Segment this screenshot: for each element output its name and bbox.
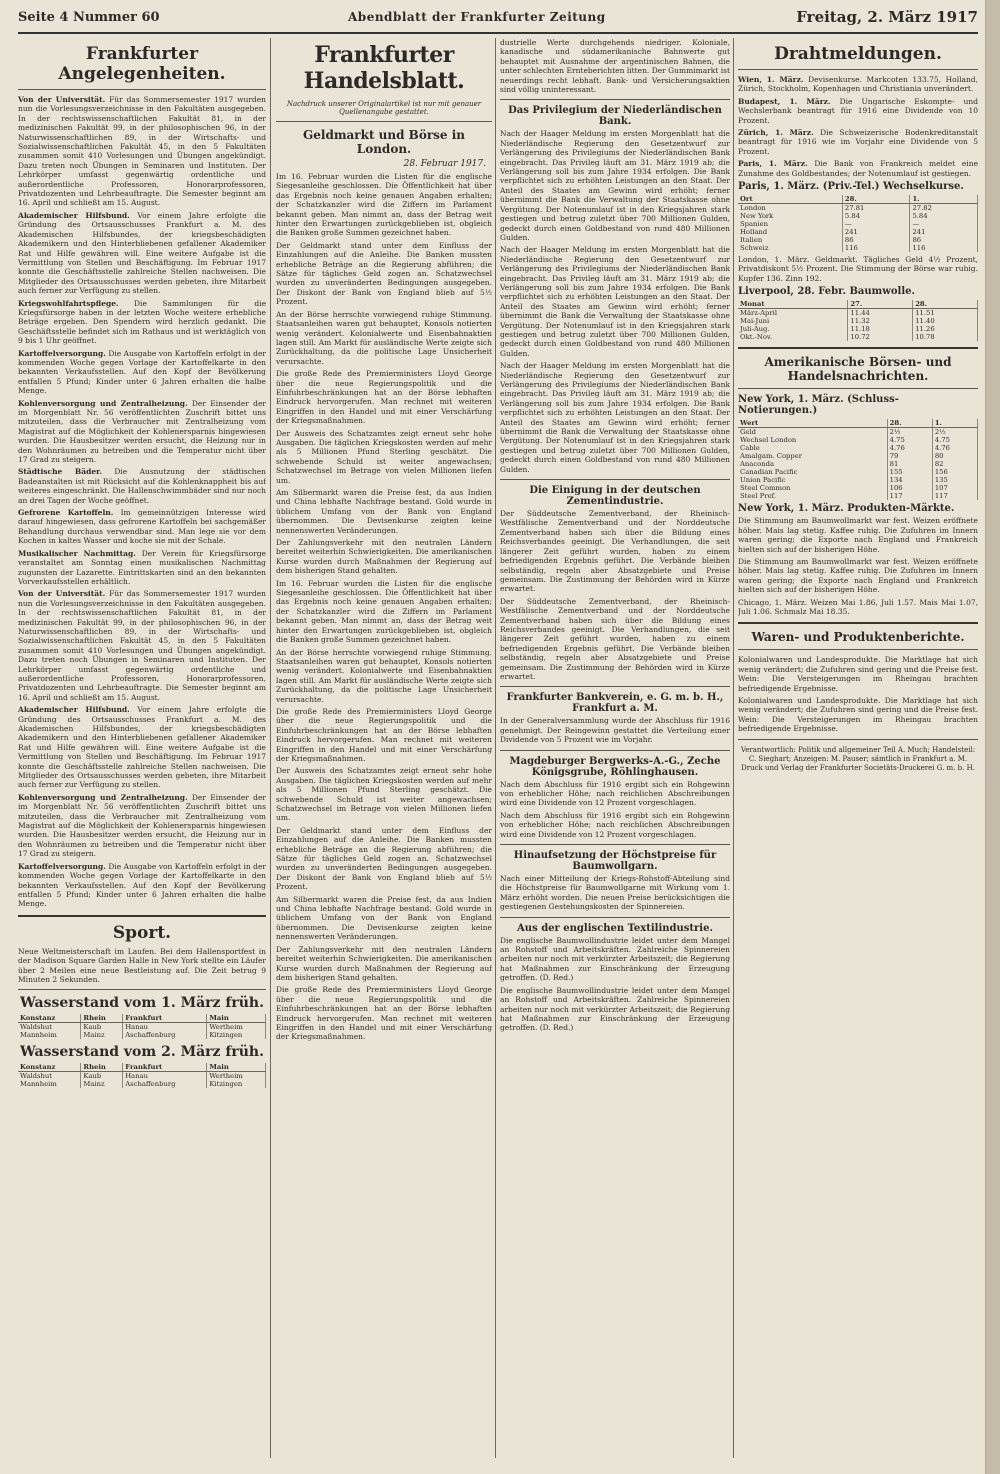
table-title: Paris, 1. März. (Priv.-Tel.) Wechselkurse. [738, 181, 964, 193]
news-item: Von der Universität. Für das Sommersemester 1917 wurden nun die Vorlesungsverzeichnisse in den Fakultäten ausgegeben. In der rechtswissenschaftlichen Fakultät 81, in der medizinischen Fakultät 99, in der philosophischen 96, in der Naturwissenschaftlichen 89, in der Wirtschafts- und Sozialwissenschaftlichen Fakultät 45, in den 5 Fakultäten zusammen somit 410 Vorlesungen und Übungen angekündigt. Dazu treten noch Übungen in Seminaren und Instituten. Der Lehrkörper umfasst gegenwärtig ordentliche und außerordentliche Professoren, Honorarprofessoren, Privatdozenten und Lehrbeauftragte. Die Semester beginnt am 16. April und schließt am 15. August. [18, 589, 266, 702]
article-paragraph: Der Zahlungsverkehr mit den neutralen Ländern bereitet weiterhin Schwierigkeiten. Die amerikanischen Kurse wurden durch Maßnahmen der Regierung auf dem bisherigen Stand gehalten. [276, 944, 492, 982]
divider [500, 686, 730, 687]
article-paragraph: Die große Rede des Premierministers Lloyd George über die neue Regierungspolitik und die Einfuhrbeschränkungen hat an der Börse lebhaften Eindruck hervorgerufen. Man rechnet mit weiteren Eingriffen in den Handel und mit einer Verschärfung der Kriegsmaßnahmen. [276, 985, 492, 1042]
news-item: Kohlenversorgung und Zentralheizung. Der Einsender der im Morgenblatt Nr. 56 veröffentlichten Zuschrift bittet uns mitzuteilen, dass die Verbraucher mit Zentralheizung vom Magistrat auf die Möglichkeit der Kohlenersparnis hingewiesen wurden. Die Hausbesitzer werden ersucht, die Heizung nur in den Wohnräumen zu betreiben und die Temperatur nicht über 17 Grad zu steigern. [18, 398, 266, 465]
reprint-note: Nachdruck unserer Originalartikel ist nur mit genauer Quellenangabe gestattet. [286, 100, 482, 116]
london-report: London, 1. März. Geldmarkt. Tägliches Geld 4½ Prozent, Privatdiskont 5½ Prozent. Die Stimmung der Börse war ruhig. Kupfer 136. Zinn 192. [738, 255, 978, 283]
divider [18, 89, 266, 90]
divider [738, 739, 978, 740]
wire-item: Zürich, 1. März. Die Schweizerische Bodenkreditanstalt beantragt für 1916 wie im Vorjahr eine Dividende von 5 Prozent. [738, 128, 978, 156]
section-heading: Frankfurter Handelsblatt. [303, 42, 465, 94]
page-label: Seite 4 Nummer 60 [18, 10, 160, 25]
section-heading: Frankfurter Angelegenheiten. [58, 44, 226, 84]
paper-name: Abendblatt der Frankfurter Zeitung [348, 10, 606, 24]
article-paragraph: Der Ausweis des Schatzamtes zeigt erneut sehr hohe Ausgaben. Die täglichen Kriegskosten werden auf mehr als 5 Millionen Pfund Sterling geschätzt. Die schwebende Schuld ist weiter angewachsen; Schatzwechsel im Betrage von vielen Millionen liefen um. [276, 766, 492, 823]
article-paragraph: Nach der Haager Meldung im ersten Morgenblatt hat die Niederländische Regierung den Gesetzentwurf zur Verlängerung des Privilegiums der Niederländischen Bank eingebracht. Das Privileg läuft am 31. März 1919 ab; die Verlängerung soll bis zum Jahre 1934 erfolgen. Die Bank verpflichtet sich zu erhöhten Leistungen an den Staat. Der Anteil des Staates am Gewinn wird erhöht; ferner übernimmt die Bank die Verwaltung der Staatskasse ohne Vergütung. Der Notenumlauf ist in den Kriegsjahren stark gestiegen und betrug zuletzt über 700 Millionen Gulden, gedeckt durch einen Goldbestand von rund 480 Millionen Gulden. [500, 245, 730, 358]
article-paragraph: Im 16. Februar wurden die Listen für die englische Siegesanleihe geschlossen. Die Öffentlichkeit hat über das Ergebnis noch keine genauen Angaben erhalten; der Schatzkanzler wird die Ziffern im Parlament bekannt geben. Man nimmt an, dass der Betrag weit hinter den Erwartungen zurückgeblieben ist, obgleich die Banken große Summen gezeichnet haben. [276, 578, 492, 645]
sport-heading: Sport. [112, 922, 172, 943]
article-paragraph: Nach der Haager Meldung im ersten Morgenblatt hat die Niederländische Regierung den Gesetzentwurf zur Verlängerung des Privilegiums der Niederländischen Bank eingebracht. Das Privileg läuft am 31. März 1919 ab; die Verlängerung soll bis zum Jahre 1934 erfolgen. Die Bank verpflichtet sich zu erhöhten Leistungen an den Staat. Der Anteil des Staates am Gewinn wird erhöht; ferner übernimmt die Bank die Verwaltung der Staatskasse ohne Vergütung. Der Notenumlauf ist in den Kriegsjahren stark gestiegen und betrug zuletzt über 700 Millionen Gulden, gedeckt durch einen Goldbestand von rund 480 Millionen Gulden. [500, 129, 730, 242]
article-continuation: dustrielle Werte durchgehends niedriger. Koloniale, kanadische und südamerikanische Bahnwerte gut behauptet mit Ausnahme der argentinischen Bahnen, die unter schlechten Ernteberichten litten. Der Gummimarkt ist neuerdings recht lebhaft. Bank- und Versicherungsaktien sind völlig uninteressant. [500, 38, 730, 95]
article-paragraph: Der Süddeutsche Zementverband, der Rheinisch-Westfälische Zementverband und der Norddeutsche Zementverband haben sich über die Bildung eines Reichsverbandes geeinigt. Die Verhandlungen, die seit längerer Zeit geführt wurden, haben zu einem befriedigenden Ergebnis geführt. Die Verbände bleiben selbständig, regeln aber Absatzgebiete und Preise gemeinsam. Die Zustimmung der Behörden wird in Kürze erwartet. [500, 509, 730, 594]
article-paragraph: Die englische Baumwollindustrie leidet unter dem Mangel an Rohstoff und Arbeitskräften. Zahlreiche Spinnereien arbeiten nur noch mit verkürzter Arbeitszeit; die Regierung hat Maßnahmen zur Einschränkung der Erzeugung getroffen. (D. Red.) [500, 985, 730, 1033]
article-heading: Magdeburger Bergwerks-A.-G., Zeche Königsgrube, Röhlinghausen. [509, 755, 721, 778]
market-report: Die Stimmung am Baumwollmarkt war fest. Weizen eröffnete höher. Mais lag stetig. Kaffee ruhig. Die Zufuhren im Innern waren gering; die Exporte nach England und Frankreich hielten sich auf der bisherigen Höhe. [738, 516, 978, 554]
divider [500, 99, 730, 100]
local-news-list [18, 95, 266, 909]
page-edge [985, 0, 1000, 1474]
table-title: Liverpool, 28. Febr. Baumwolle. [738, 286, 915, 298]
article-heading: Das Privilegium der Niederländischen Bank. [508, 105, 722, 128]
goods-report: Kolonialwaren und Landesprodukte. Die Marktlage hat sich wenig verändert; die Zufuhren sind gering und die Preise fest. Wein: Die Versteigerungen im Rheingau brachten befriedigende Ergebnisse. [738, 695, 978, 734]
column-economy [500, 38, 730, 1458]
divider [500, 750, 730, 751]
article-paragraph: Nach einer Mitteilung der Kriegs-Rohstoff-Abteilung sind die Höchstpreise für Baumwollgarne mit Wirkung vom 1. März erhöht worden. Die neuen Preise berücksichtigen die gestiegenen Gestehungskosten der Spinnereien. [500, 874, 730, 912]
water-level-table: Konstanz Rhein Frankfurt Main Waldshut Kaub Hanau Wertheim Mannheim Mainz Aschaffenburg Kitzingen [18, 1014, 266, 1039]
article-heading: Aus der englischen Textilindustrie. [517, 922, 713, 934]
wire-item: Budapest, 1. März. Die Ungarische Eskompte- und Wechslerbank beantragt für 1916 eine Dividende von 10 Prozent. [738, 96, 978, 125]
cotton-table: Monat 27. 28. März-April 11.44 11.51 Mai-Juni 11.32 11.40 Juli-Aug. 11.18 11.26 Okt.-Nov. 10.72 10.78 [738, 300, 978, 341]
divider [738, 388, 978, 389]
divider [738, 69, 978, 70]
divider [500, 844, 730, 845]
article-paragraph: Im 16. Februar wurden die Listen für die englische Siegesanleihe geschlossen. Die Öffentlichkeit hat über das Ergebnis noch keine genauen Angaben erhalten; der Schatzkanzler wird die Ziffern im Parlament bekannt geben. Man nimmt an, dass der Betrag weit hinter den Erwartungen zurückgeblieben ist, obgleich die Banken große Summen gezeichnet haben. [276, 172, 492, 238]
article-paragraph: Am Silbermarkt waren die Preise fest, da aus Indien und China lebhafte Nachfrage bestand. Gold wurde in üblichem Umfang von der Bank von England übernommen. Die Devisenkurse zeigten keine nennenswerten Veränderungen. [276, 894, 492, 942]
column-handelsblatt [276, 38, 492, 1458]
water-level-table: Konstanz Rhein Frankfurt Main Waldshut Kaub Hanau Wertheim Mannheim Mainz Aschaffenburg Kitzingen [18, 1063, 266, 1088]
exchange-rate-table: Ort 28. 1. London 27.81 27.82 New York 5.84 5.84 Spanien — — Holland 241 241 Italien 86 86 Schweiz 116 116 [738, 195, 978, 252]
issue-date: Freitag, 2. März 1917 [796, 8, 978, 26]
article-paragraph: Nach der Haager Meldung im ersten Morgenblatt hat die Niederländische Regierung den Gesetzentwurf zur Verlängerung des Privilegiums der Niederländischen Bank eingebracht. Das Privileg läuft am 31. März 1919 ab; die Verlängerung soll bis zum Jahre 1934 erfolgen. Die Bank verpflichtet sich zu erhöhten Leistungen an den Staat. Der Anteil des Staates am Gewinn wird erhöht; ferner übernimmt die Bank die Verwaltung der Staatskasse ohne Vergütung. Der Notenumlauf ist in den Kriegsjahren stark gestiegen und betrug zuletzt über 700 Millionen Gulden, gedeckt durch einen Goldbestand von rund 480 Millionen Gulden. [500, 361, 730, 474]
news-item: Kartoffelversorgung. Die Ausgabe von Kartoffeln erfolgt in der kommenden Woche gegen Vorlage der Kartoffelkarte in den bekannten Verkaufsstellen. Auf den Kopf der Bevölkerung entfallen 5 Pfund; Kinder unter 6 Jahren erhalten die halbe Menge. [18, 348, 266, 396]
article-paragraph: Der Ausweis des Schatzamtes zeigt erneut sehr hohe Ausgaben. Die täglichen Kriegskosten werden auf mehr als 5 Millionen Pfund Sterling geschätzt. Die schwebende Schuld ist weiter angewachsen; Schatzwechsel im Betrage von vielen Millionen liefen um. [276, 428, 492, 485]
column-rule [495, 38, 496, 1458]
section-heading: Waren- und Produktenberichte. [751, 630, 965, 645]
imprint: Verantwortlich: Politik und allgemeiner Teil A. Much; Handelsteil: C. Sieghart; Anzeigen: M. Pauser; sämtlich in Frankfurt a. M. Druck und Verlag der Frankfurter Societäts-Druckerei G. m. b. H. [740, 745, 976, 772]
chicago-report: Chicago, 1. März. Weizen Mai 1.86, Juli 1.57. Mais Mai 1.07, Juli 1.06. Schmalz Mai 18.35. [738, 597, 978, 616]
article-paragraph: Die große Rede des Premierministers Lloyd George über die neue Regierungspolitik und die Einfuhrbeschränkungen hat an der Börse lebhaften Eindruck hervorgerufen. Man rechnet mit weiteren Eingriffen in den Handel und mit einer Verschärfung der Kriegsmaßnahmen. [276, 706, 492, 763]
water-level-heading-1: Wasserstand vom 1. März früh. [20, 995, 264, 1012]
section-heading: Amerikanische Börsen- und Handelsnachrichten. [764, 355, 952, 384]
column-local-news [18, 38, 266, 1458]
news-item: Kriegswohlfahrtspflege. Die Sammlungen für die Kriegsfürsorge haben in der letzten Woche weitere erhebliche Beträge ergeben. Den Spendern wird herzlich gedankt. Die Geschäftsstelle befindet sich im Rathaus und ist werktäglich von 9 bis 1 Uhr geöffnet. [18, 298, 266, 346]
divider [500, 479, 730, 480]
table-title: New York, 1. März. (Schluss-Notierungen.) [738, 394, 899, 417]
article-paragraph: Der Geldmarkt stand unter dem Einfluss der Einzahlungen auf die Anleihe. Die Banken mussten erhebliche Beträge an die Regierung abführen; die Sätze für tägliches Geld zogen an. Schatzwechsel wurden zu unveränderten Bedingungen ausgegeben. Der Diskont der Bank von England blieb auf 5½ Prozent. [276, 240, 492, 307]
sport-text: Neue Weltmeisterschaft im Laufen. Bei dem Hallensportfest in der Madison Square Garden Halle in New York stellte ein Läufer über 2 Meilen eine neue Bestleistung auf. Die Zeit betrug 9 Minuten 2 Sekunden. [18, 946, 266, 984]
news-item: Akademischer Hilfsbund. Vor einem Jahre erfolgte die Gründung des Ortsausschusses Frankfurt a. M. des Akademischen Hilfsbundes, der kriegsbeschädigten Akademikern und den Hinterbliebenen gefallener Akademiker Rat und Hilfe gewähren will. Eine weitere Aufgabe ist die Vermittlung von Stellen und Beschäftigung. Im Februar 1917 konnte die Geschäftsstelle zahlreiche Stellen nachweisen. Die Mitglieder des Ortsausschusses werden gebeten, ihre Mitarbeit auch ferner zur Verfügung zu stellen. [18, 210, 266, 296]
market-report: Die Stimmung am Baumwollmarkt war fest. Weizen eröffnete höher. Mais lag stetig. Kaffee ruhig. Die Zufuhren im Innern waren gering; die Exporte nach England und Frankreich hielten sich auf der bisherigen Höhe. [738, 556, 978, 595]
article-heading: Geldmarkt und Börse in London. [303, 128, 465, 156]
divider [18, 989, 266, 990]
article-heading: Die Einigung in der deutschen Zementindustrie. [529, 485, 701, 508]
article-paragraph: An der Börse herrschte vorwiegend ruhige Stimmung. Staatsanleihen waren gut behauptet, Konsols notierten wenig verändert. Kolonialwerte und Eisenbahnaktien lagen still. Am Markt für ausländische Werte zeigte sich Zurückhaltung, da die politische Lage Unsicherheit verursachte. [276, 647, 492, 704]
article-paragraph: Die englische Baumwollindustrie leidet unter dem Mangel an Rohstoff und Arbeitskräften. Zahlreiche Spinnereien arbeiten nur noch mit verkürzter Arbeitszeit; die Regierung hat Maßnahmen zur Einschränkung der Erzeugung getroffen. (D. Red.) [500, 935, 730, 983]
article-paragraph: Die große Rede des Premierministers Lloyd George über die neue Regierungspolitik und die Einfuhrbeschränkungen hat an der Börse lebhaften Eindruck hervorgerufen. Man rechnet mit weiteren Eingriffen in den Handel und mit einer Verschärfung der Kriegsmaßnahmen. [276, 369, 492, 426]
news-item: Musikalischer Nachmittag. Der Verein für Kriegsfürsorge veranstaltet am Sonntag einen musikalischen Nachmittag zugunsten der Lazarette. Eintrittskarten sind an den bekannten Vorverkaufsstellen erhältlich. [18, 548, 266, 586]
article-heading: Frankfurter Bankverein, e. G. m. b. H., Frankfurt a. M. [506, 692, 724, 715]
wire-item: Paris, 1. März. Die Bank von Frankreich meldet eine Zunahme des Goldbestandes; der Notenumlauf ist gestiegen. [738, 159, 978, 178]
column-rule [733, 38, 734, 1458]
article-paragraph: Der Süddeutsche Zementverband, der Rheinisch-Westfälische Zementverband und der Norddeutsche Zementverband haben sich über die Bildung eines Reichsverbandes geeinigt. Die Verhandlungen, die seit längerer Zeit geführt wurden, haben zu einem befriedigenden Ergebnis geführt. Die Verbände bleiben selbständig, regeln aber Absatzgebiete und Preise gemeinsam. Die Zustimmung der Behörden wird in Kürze erwartet. [500, 596, 730, 681]
dateline: 28. Februar 1917. [403, 159, 486, 169]
news-item: Kohlenversorgung und Zentralheizung. Der Einsender der im Morgenblatt Nr. 56 veröffentlichten Zuschrift bittet uns mitzuteilen, dass die Verbraucher mit Zentralheizung vom Magistrat auf die Möglichkeit der Kohlenersparnis hingewiesen wurden. Die Hausbesitzer werden ersucht, die Heizung nur in den Wohnräumen zu betreiben und die Temperatur nicht über 17 Grad zu steigern. [18, 792, 266, 859]
column-telegrams [738, 38, 978, 1458]
article-paragraph: Nach dem Abschluss für 1916 ergibt sich ein Rohgewinn von erheblicher Höhe; nach reichlichen Abschreibungen wird eine Dividende von 12 Prozent vorgeschlagen. [500, 810, 730, 839]
divider [276, 121, 492, 122]
news-item: Von der Universität. Für das Sommersemester 1917 wurden nun die Vorlesungsverzeichnisse in den Fakultäten ausgegeben. In der rechtswissenschaftlichen Fakultät 81, in der medizinischen Fakultät 99, in der philosophischen 96, in der Naturwissenschaftlichen 89, in der Wirtschafts- und Sozialwissenschaftlichen Fakultät 45, in den 5 Fakultäten zusammen somit 410 Vorlesungen und Übungen angekündigt. Dazu treten noch Übungen in Seminaren und Instituten. Der Lehrkörper umfasst gegenwärtig ordentliche und außerordentliche Professoren, Honorarprofessoren, Privatdozenten und Lehrbeauftragte. Die Semester beginnt am 16. April und schließt am 15. August. [18, 95, 266, 208]
divider [500, 917, 730, 918]
table-title: New York, 1. März. Produkten-Märkte. [738, 503, 955, 515]
article-paragraph: Der Zahlungsverkehr mit den neutralen Ländern bereitet weiterhin Schwierigkeiten. Die amerikanischen Kurse wurden durch Maßnahmen der Regierung auf dem bisherigen Stand gehalten. [276, 538, 492, 576]
divider [738, 649, 978, 650]
article-paragraph: An der Börse herrschte vorwiegend ruhige Stimmung. Staatsanleihen waren gut behauptet, Konsols notierten wenig verändert. Kolonialwerte und Eisenbahnaktien lagen still. Am Markt für ausländische Werte zeigte sich Zurückhaltung, da die politische Lage Unsicherheit verursachte. [276, 309, 492, 366]
article-heading: Hinaufsetzung der Höchstpreise für Baumwollgarn. [513, 850, 717, 873]
news-item: Akademischer Hilfsbund. Vor einem Jahre erfolgte die Gründung des Ortsausschusses Frankfurt a. M. des Akademischen Hilfsbundes, der kriegsbeschädigten Akademikern und den Hinterbliebenen gefallener Akademiker Rat und Hilfe gewähren will. Eine weitere Aufgabe ist die Vermittlung von Stellen und Beschäftigung. Im Februar 1917 konnte die Geschäftsstelle zahlreiche Stellen nachweisen. Die Mitglieder des Ortsausschusses werden gebeten, ihre Mitarbeit auch ferner zur Verfügung zu stellen. [18, 705, 266, 790]
divider [18, 915, 266, 917]
news-item: Gefrorene Kartoffeln. Im gemeinnützigen Interesse wird darauf hingewiesen, dass gefrorene Kartoffeln bei sachgemäßer Behandlung durchaus verwendbar sind. Man lege sie vor dem Kochen in kaltes Wasser und koche sie mit der Schale. [18, 508, 266, 546]
article-paragraph: Der Geldmarkt stand unter dem Einfluss der Einzahlungen auf die Anleihe. Die Banken mussten erhebliche Beträge an die Regierung abführen; die Sätze für tägliches Geld zogen an. Schatzwechsel wurden zu unveränderten Bedingungen ausgegeben. Der Diskont der Bank von England blieb auf 5½ Prozent. [276, 825, 492, 892]
stock-table: Wert 28. 1. Geld 2½ 2½ Wechsel London 4.75 4.75 Cable 4.76 4.76 Amalgam. Copper 79 80 Anaconda 81 82 Canadian Pacific 155 156 Union Pacific 134 135 Steel Common 106 107 Steel Pref. 117 117 [738, 419, 978, 500]
section-heading: Drahtmeldungen. [774, 44, 942, 64]
news-item: Kartoffelversorgung. Die Ausgabe von Kartoffeln erfolgt in der kommenden Woche gegen Vorlage der Kartoffelkarte in den bekannten Verkaufsstellen. Auf den Kopf der Bevölkerung entfallen 5 Pfund; Kinder unter 6 Jahren erhalten die halbe Menge. [18, 861, 266, 909]
article-paragraph: Am Silbermarkt waren die Preise fest, da aus Indien und China lebhafte Nachfrage bestand. Gold wurde in üblichem Umfang von der Bank von England übernommen. Die Devisenkurse zeigten keine nennenswerten Veränderungen. [276, 488, 492, 535]
article-paragraph: In der Generalversammlung wurde der Abschluss für 1916 genehmigt. Der Reingewinn gestattet die Verteilung einer Dividende von 5 Prozent wie im Vorjahr. [500, 716, 730, 745]
article-paragraph: Nach dem Abschluss für 1916 ergibt sich ein Rohgewinn von erheblicher Höhe; nach reichlichen Abschreibungen wird eine Dividende von 12 Prozent vorgeschlagen. [500, 779, 730, 808]
divider [738, 622, 978, 624]
news-item: Städtische Bäder. Die Ausnutzung der städtischen Badeanstalten ist mit Rücksicht auf die Kohlenknappheit bis auf weiteres eingeschränkt. Die Hallenschwimmbäder sind nur noch an drei Tagen der Woche geöffnet. [18, 467, 266, 505]
column-rule [270, 38, 271, 1458]
divider [738, 347, 978, 349]
water-level-heading-2: Wasserstand vom 2. März früh. [20, 1044, 264, 1061]
wire-item: Wien, 1. März. Devisenkurse. Markcoten 133.75, Holland, Zürich, Stockholm, Kopenhagen und Christiania unverändert. [738, 75, 978, 94]
masthead [18, 6, 978, 34]
goods-report: Kolonialwaren und Landesprodukte. Die Marktlage hat sich wenig verändert; die Zufuhren sind gering und die Preise fest. Wein: Die Versteigerungen im Rheingau brachten befriedigende Ergebnisse. [738, 655, 978, 693]
